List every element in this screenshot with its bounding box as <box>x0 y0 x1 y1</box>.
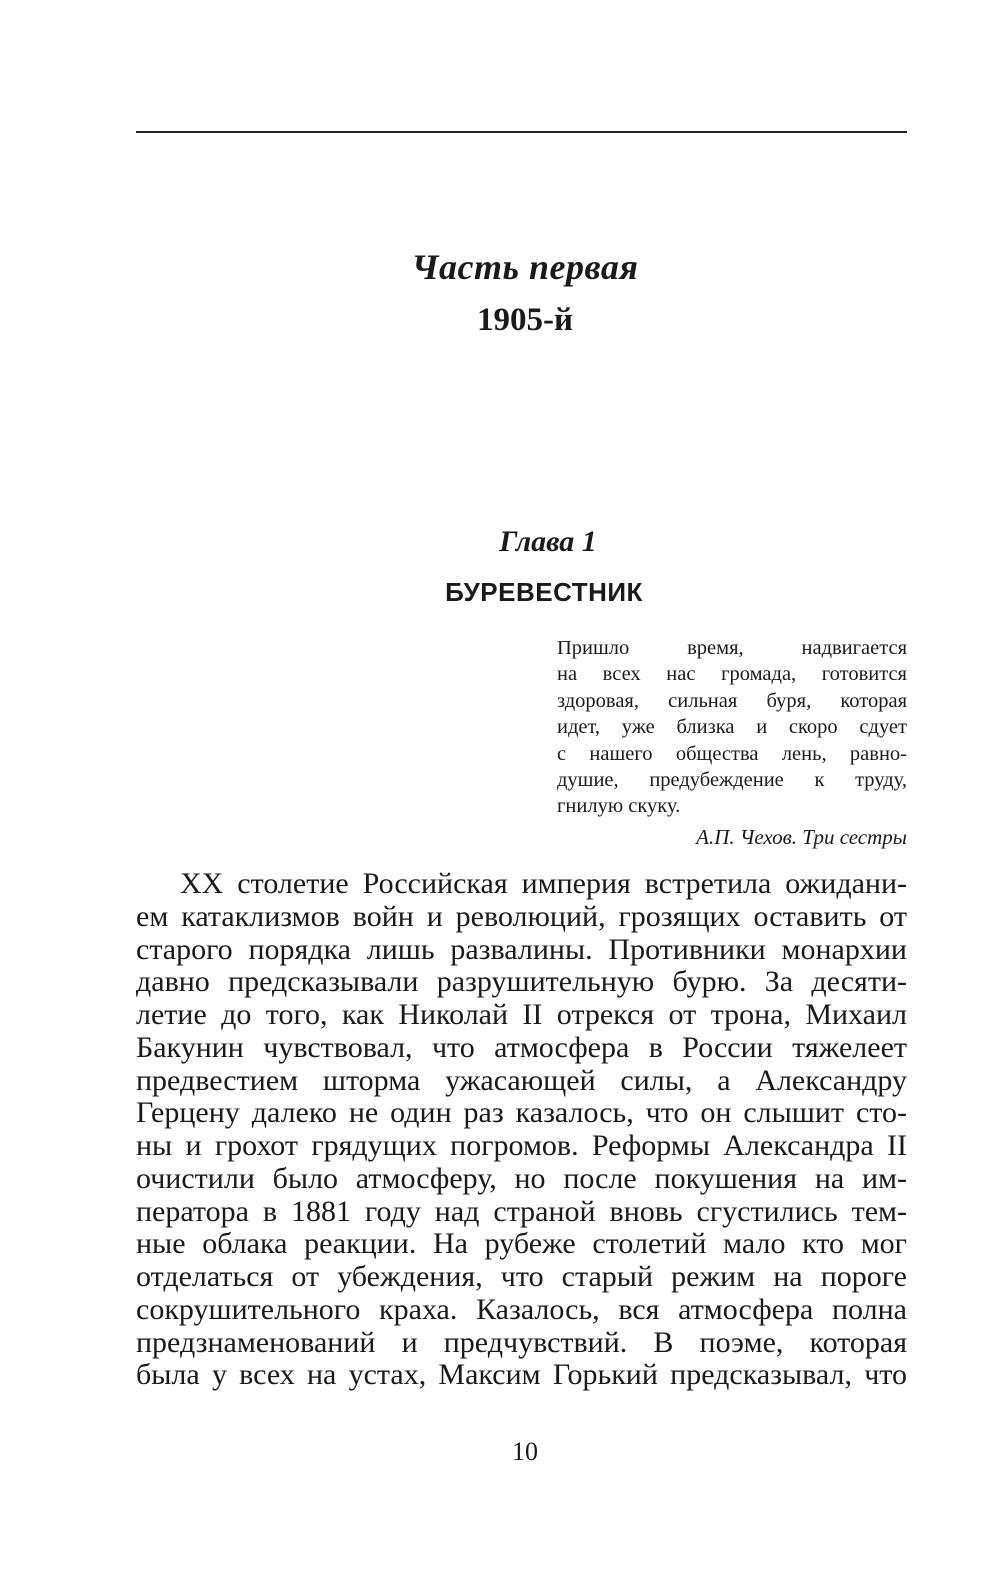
epigraph <box>557 635 907 820</box>
top-rule <box>136 131 907 133</box>
body-line: предзнаменований и предчувствий. В поэме, которая <box>136 1325 907 1359</box>
body-line: Бакунин чувствовал, что атмосфера в России тяжелеет <box>136 1030 907 1064</box>
chapter-label: Глава 1 <box>499 525 597 558</box>
body-line: старого порядка лишь развалины. Противники монархии <box>136 932 907 966</box>
epigraph-line: Пришло время, надвигается <box>557 637 907 659</box>
body-line: сокрушительного краха. Казалось, вся атмосфера полна <box>136 1292 907 1326</box>
body-line: XX столетие Российская империя встретила ожидани- <box>180 867 907 900</box>
epigraph-line: идет, уже близка и скоро сдует <box>557 716 907 739</box>
body-line: ператора в 1881 году над страной вновь сгустились тем- <box>136 1194 907 1228</box>
epigraph-line: душие, предубеждение к труду, <box>557 768 907 791</box>
body-line: летие до того, как Николай II отрекся от трона, Михаил <box>136 998 907 1031</box>
body-line: давно предсказывали разрушительную бурю. За десяти- <box>136 965 907 999</box>
chapter-title: БУРЕВЕСТНИК <box>445 577 643 607</box>
body-text <box>136 868 907 1392</box>
body-line: отделаться от убеждения, что старый режим на пороге <box>136 1260 907 1293</box>
body-line: ные облака реакции. На рубеже столетий мало кто мог <box>136 1227 907 1261</box>
epigraph-source: А.П. Чехов. Три сестры <box>696 825 907 849</box>
epigraph-line: здоровая, сильная буря, которая <box>557 689 907 712</box>
body-line: ны и грохот грядущих погромов. Реформы Александра II <box>136 1129 907 1162</box>
body-line: Герцену далеко не один раз казалось, что он слышит сто- <box>136 1096 907 1130</box>
epigraph-line: гнилую скуку. <box>557 795 681 818</box>
body-line: ем катаклизмов войн и революций, грозящих оставить от <box>136 899 907 933</box>
page-number: 10 <box>512 1437 538 1466</box>
body-line: была у всех на устах, Максим Горький предсказывал, что <box>136 1358 907 1392</box>
epigraph-line: на всех нас громада, готовится <box>557 663 907 686</box>
epigraph-line: с нашего общества лень, равно- <box>557 742 907 765</box>
part-subtitle: 1905-й <box>476 302 573 338</box>
body-line: предвестием шторма ужасающей силы, а Александру <box>136 1063 907 1097</box>
part-title: Часть первая <box>411 247 639 287</box>
body-line: очистили было атмосферу, но после покушения на им- <box>136 1161 907 1195</box>
